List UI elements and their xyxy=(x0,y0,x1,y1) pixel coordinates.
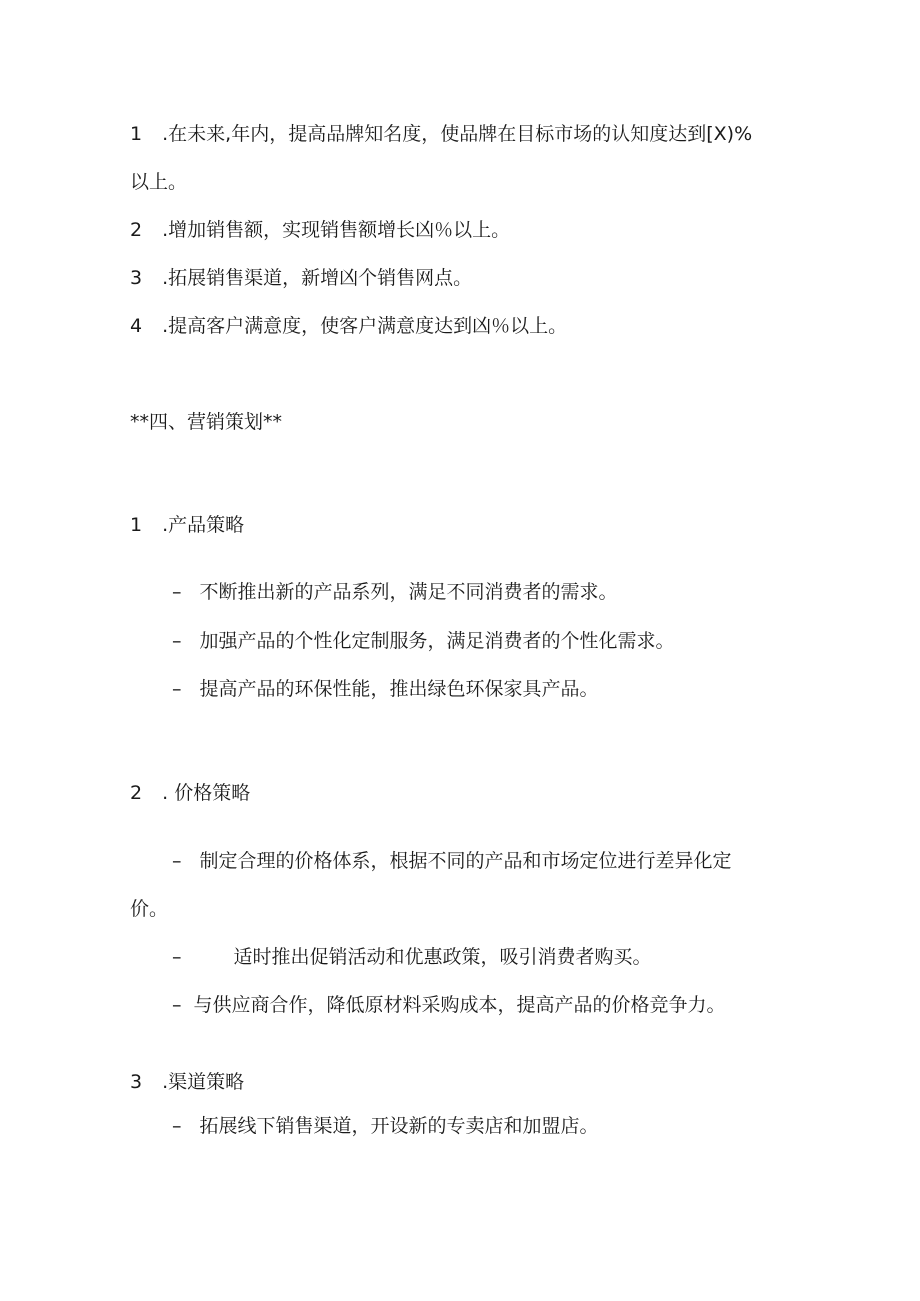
strategy-1-label: .产品策略 xyxy=(162,514,245,536)
strategy-2-item-2 xyxy=(172,945,652,969)
item-text: 拓展线下销售渠道，开设新的专卖店和加盟店。 xyxy=(199,1115,599,1137)
goal-1-text: .在未来,年内，提高品牌知名度，使品牌在目标市场的认知度达到[X)% xyxy=(162,123,753,145)
goal-1-number: 1 xyxy=(130,123,143,145)
goal-2 xyxy=(130,218,510,242)
item-text: 适时推出促销活动和优惠政策，吸引消费者购买。 xyxy=(233,946,652,968)
goal-3-number: 3 xyxy=(130,267,143,289)
goal-4-text: .提高客户满意度，使客户满意度达到凶％以上。 xyxy=(162,315,568,337)
strategy-2-number: 2 xyxy=(130,782,143,804)
item-text: 提高产品的环保性能，推出绿色环保家具产品。 xyxy=(199,678,599,700)
goal-3-text: .拓展销售渠道，新增凶个销售网点。 xyxy=(162,267,473,289)
dash-icon: – xyxy=(172,1115,182,1137)
strategy-3-label: .渠道策略 xyxy=(162,1071,245,1093)
strategy-2-item-1 xyxy=(172,849,732,873)
strategy-1-title xyxy=(130,513,244,537)
strategy-1-item-3 xyxy=(172,677,599,701)
strategy-3-item-1 xyxy=(172,1114,599,1138)
strategy-2-label: . 价格策略 xyxy=(162,782,251,804)
goal-4-number: 4 xyxy=(130,315,143,337)
goal-3 xyxy=(130,266,472,290)
dash-icon: – xyxy=(172,581,182,603)
strategy-1-item-2 xyxy=(172,629,675,653)
strategy-2-item-1-continuation: 价。 xyxy=(130,898,169,920)
goal-4 xyxy=(130,314,567,338)
strategy-1-item-1 xyxy=(172,580,618,604)
item-text: 制定合理的价格体系，根据不同的产品和市场定位进行差异化定 xyxy=(199,850,732,872)
goal-2-number: 2 xyxy=(130,219,143,241)
dash-icon: – xyxy=(172,994,182,1016)
dash-icon: – xyxy=(172,630,182,652)
dash-icon: – xyxy=(172,678,182,700)
item-text: 不断推出新的产品系列，满足不同消费者的需求。 xyxy=(199,581,618,603)
section-heading: **四、营销策划** xyxy=(130,411,283,433)
goal-1 xyxy=(130,122,752,146)
strategy-2-title xyxy=(130,781,250,805)
goal-1-continuation: 以上。 xyxy=(130,171,188,193)
goal-2-text: .增加销售额，实现销售额增长凶％以上。 xyxy=(162,219,511,241)
dash-icon: – xyxy=(172,946,182,968)
strategy-2-item-3 xyxy=(172,993,726,1017)
item-text: 与供应商合作，降低原材料采购成本，提高产品的价格竞争力。 xyxy=(193,994,726,1016)
item-text: 加强产品的个性化定制服务，满足消费者的个性化需求。 xyxy=(199,630,675,652)
strategy-3-title xyxy=(130,1070,244,1094)
dash-icon: – xyxy=(172,850,182,872)
strategy-3-number: 3 xyxy=(130,1071,143,1093)
strategy-1-number: 1 xyxy=(130,514,143,536)
